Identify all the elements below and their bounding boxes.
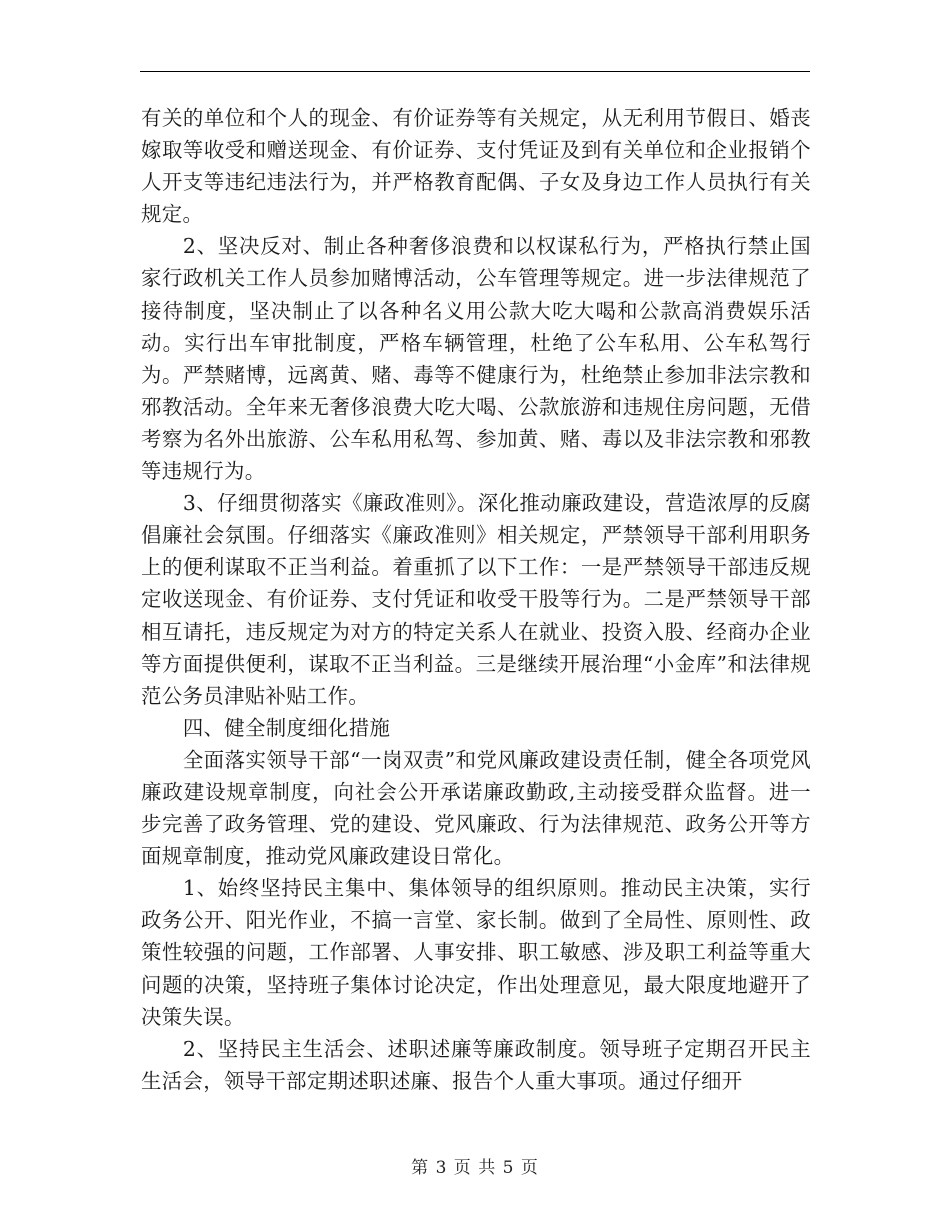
paragraph-7: 2、坚持民主生活会、述职述廉等廉政制度。领导班子定期召开民主生活会，领导干部定期述职述廉、报告个人重大事项。通过仔细开 (141, 1036, 811, 1093)
paragraph-6: 1、始终坚持民主集中、集体领导的组织原则。推动民主决策，实行政务公开、阳光作业，不搞一言堂、家长制。做到了全局性、原则性、政策性较强的问题，工作部署、人事安排、职工敏感、涉及职工利益等重大问题的决策，坚持班子集体讨论决定，作出处理意见，最大限度地避开了决策失误。 (141, 876, 811, 1029)
paragraph-2: 2、坚决反对、制止各种奢侈浪费和以权谋私行为，严格执行禁止国家行政机关工作人员参加赌博活动，公车管理等规定。进一步法律规范了接待制度，坚决制止了以各种名义用公款大吃大喝和公款高消费娱乐活动。实行出车审批制度，严格车辆管理，杜绝了公车私用、公车私驾行为。严禁赌博，远离黄、赌、毒等不健康行为，杜绝禁止参加非法宗教和邪教活动。全年来无奢侈浪费大吃大喝、公款旅游和违规住房问题，无借考察为名外出旅游、公车私用私驾、参加黄、赌、毒以及非法宗教和邪教等违规行为。 (141, 234, 811, 484)
paragraph-5: 全面落实领导干部“一岗双责”和党风廉政建设责任制，健全各项党风廉政建设规章制度，向社会公开承诺廉政勤政,主动接受群众监督。进一步完善了政务管理、党的建设、党风廉政、行为法律规范、政务公开等方面规章制度，推动党风廉政建设日常化。 (141, 747, 811, 869)
header-rule (140, 71, 810, 72)
document-body (141, 102, 811, 1097)
section-heading: 四、健全制度细化措施 (182, 715, 391, 740)
page-number: 第 3 页 共 5 页 (411, 1158, 539, 1178)
paragraph-1: 有关的单位和个人的现金、有价证券等有关规定，从无利用节假日、婚丧嫁取等收受和赠送现金、有价证券、支付凭证及到有关单位和企业报销个人开支等违纪违法行为，并严格教育配偶、子女及身边工作人员执行有关规定。 (141, 106, 811, 227)
page-footer (0, 1153, 950, 1178)
paragraph-3: 3、仔细贯彻落实《廉政准则》。深化推动廉政建设，营造浓厚的反腐倡廉社会氛围。仔细落实《廉政准则》相关规定，严禁领导干部利用职务上的便利谋取不正当利益。着重抓了以下工作：一是严禁领导干部违反规定收送现金、有价证券、支付凭证和收受干股等行为。二是严禁领导干部相互请托，违反规定为对方的特定关系人在就业、投资入股、经商办企业等方面提供便利，谋取不正当利益。三是继续开展治理“小金库”和法律规范公务员津贴补贴工作。 (141, 491, 811, 708)
